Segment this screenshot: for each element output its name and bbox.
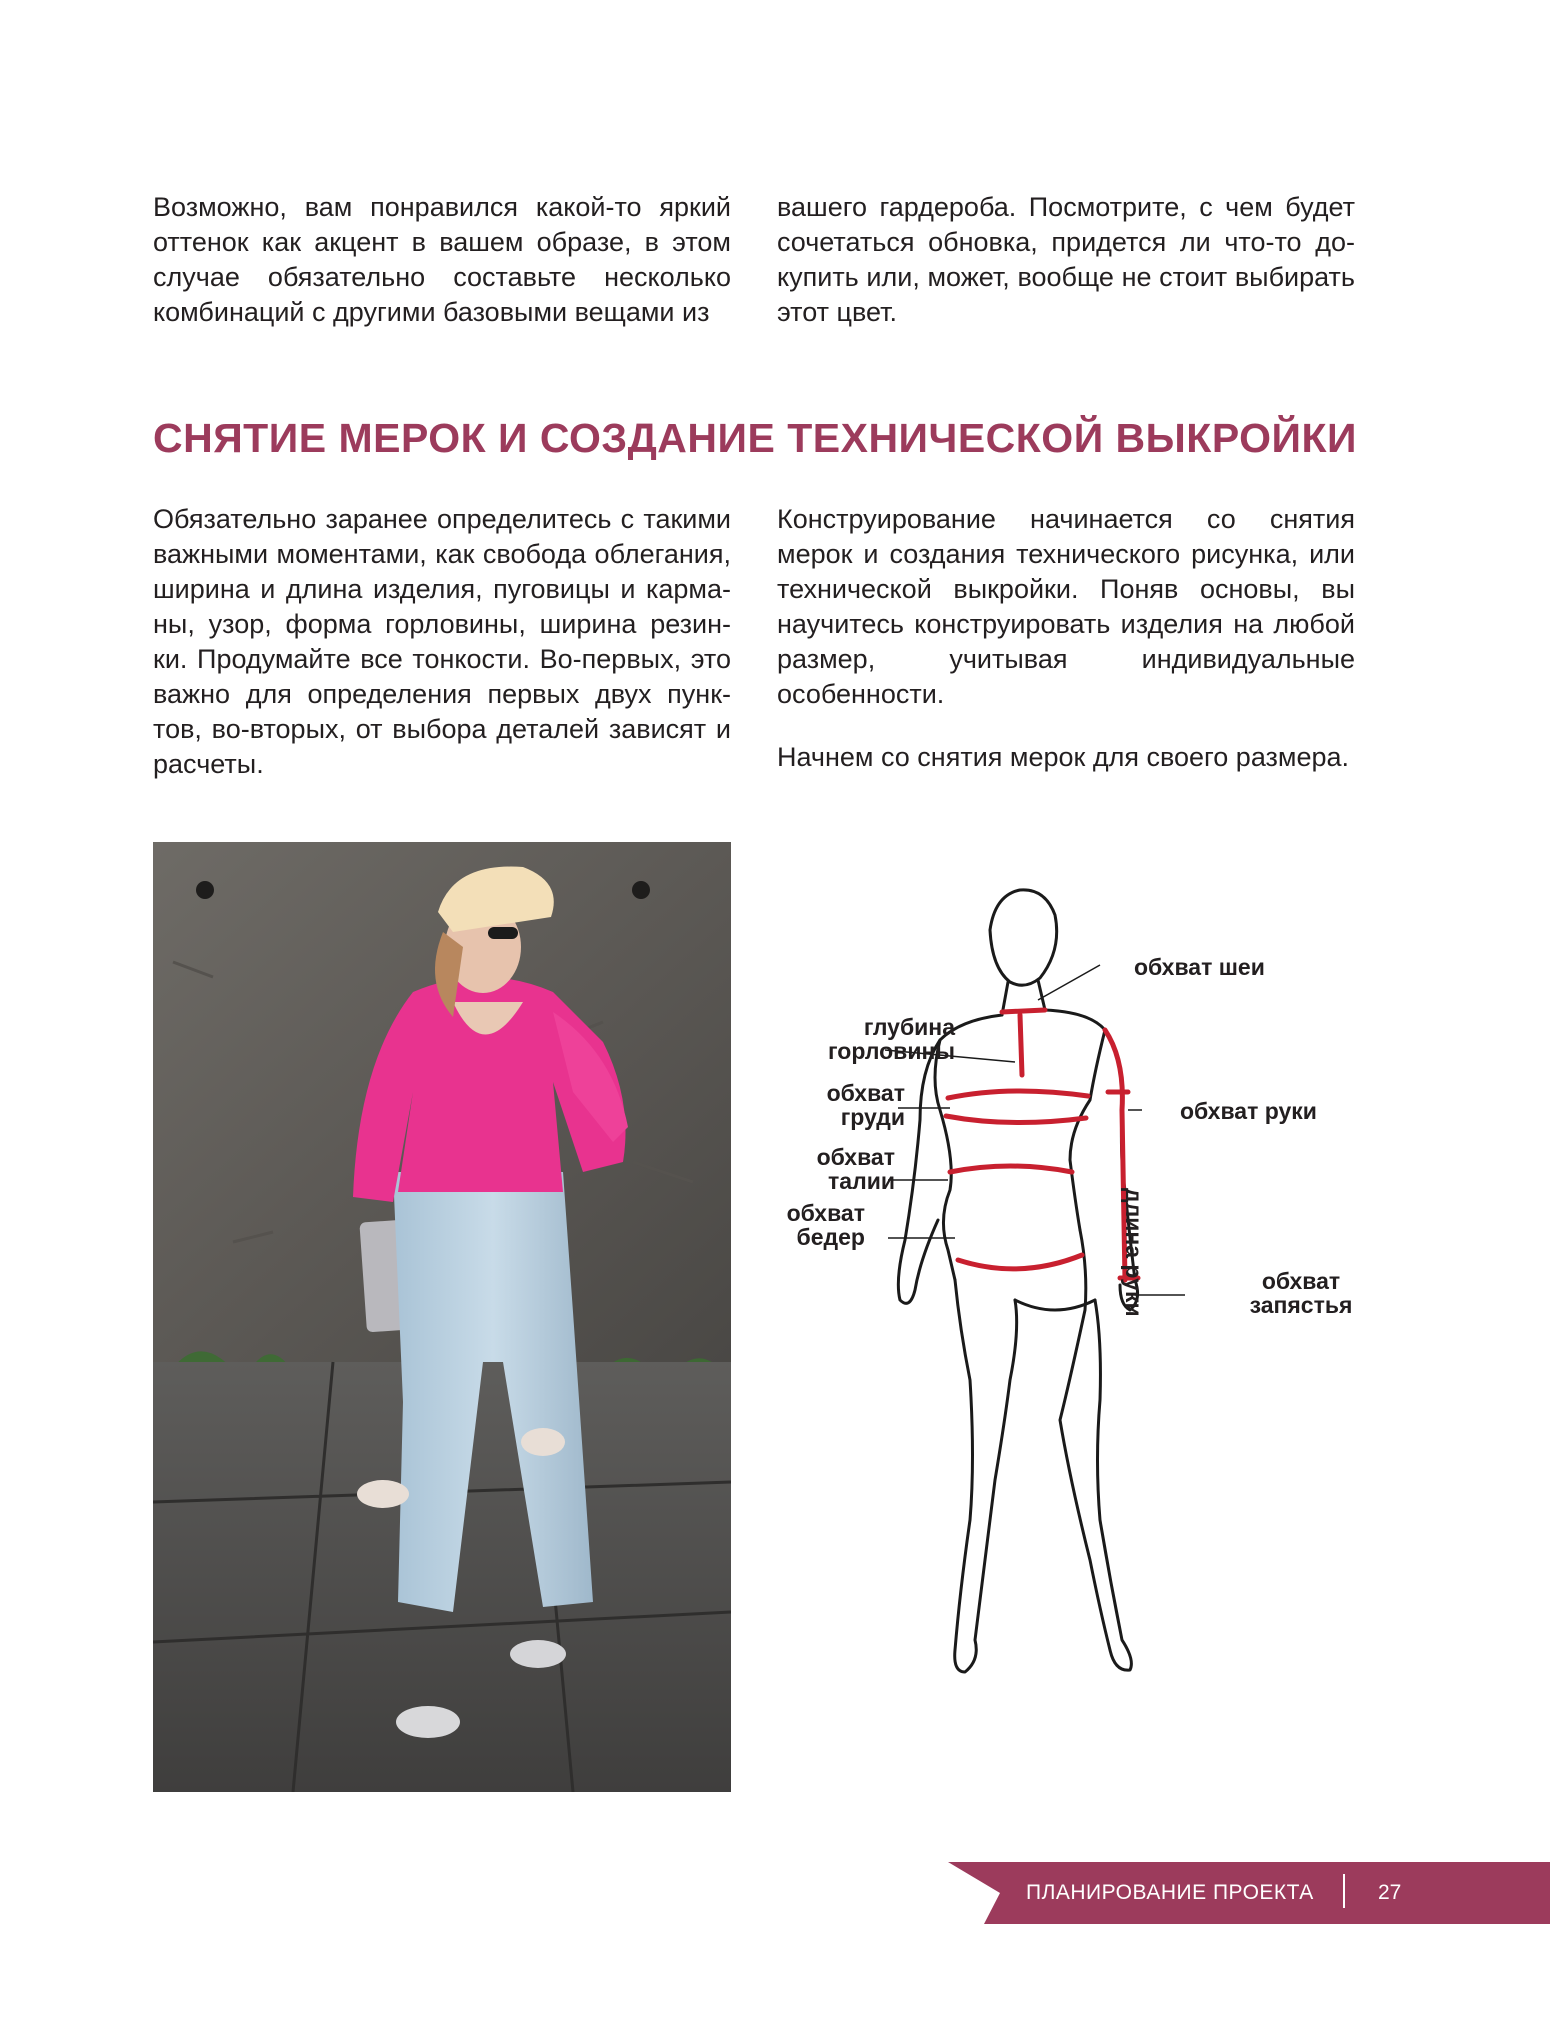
footer-separator <box>1343 1874 1345 1908</box>
chest-line <box>946 1091 1088 1123</box>
label-neckline-depth-2: горловины <box>828 1038 955 1064</box>
hips-line <box>958 1255 1082 1269</box>
waist-line <box>950 1166 1072 1172</box>
label-waist-2: талии <box>828 1168 895 1194</box>
intro-text-left <box>153 190 731 330</box>
body-paragraph-right-1: Конструирование начинается со снятия мерок и создания технического рисунка, или технической выкройки. Поняв основы, вы научитесь конструировать изделия на любой размер, учитывая индивидуальные особенности. <box>777 504 1355 709</box>
outfit-photo-illustration <box>153 842 731 1792</box>
neckline-depth-line <box>1020 1015 1022 1075</box>
label-arm-length: длина руки <box>1121 1188 1147 1317</box>
label-chest-1: обхват <box>826 1080 905 1106</box>
label-arm: обхват руки <box>1180 1098 1317 1124</box>
intro-paragraph-right: вашего гардероба. Посмотрите, с чем будет сочетаться обновка, придется ли что-то до-купить или, может, вообще не стоит выбирать этот цвет. <box>777 192 1355 327</box>
label-wrist-2: запястья <box>1249 1292 1353 1318</box>
body-outline <box>898 890 1137 1672</box>
intro-text-right <box>777 190 1355 330</box>
body-paragraph-right-2: Начнем со снятия мерок для своего размера. <box>777 742 1350 772</box>
footer-section-title: ПЛАНИРОВАНИЕ ПРОЕКТА <box>1026 1881 1314 1904</box>
measurement-figure <box>770 860 1370 1740</box>
label-wrist-1: обхват <box>1261 1268 1341 1294</box>
label-hips-2: бедер <box>796 1224 865 1250</box>
page-footer <box>948 1862 1550 1924</box>
label-waist-1: обхват <box>816 1144 895 1170</box>
body-text-right <box>777 502 1355 775</box>
label-hips-1: обхват <box>786 1200 865 1226</box>
label-neckline-depth-1: глубина <box>863 1014 955 1040</box>
label-neck: обхват шеи <box>1134 954 1265 980</box>
intro-paragraph-left: Возможно, вам понравился какой-то яркий оттенок как акцент в вашем образе, в этом случае обязательно составьте несколько комбинаций с другими базовыми вещами из <box>153 192 731 327</box>
label-chest-2: груди <box>840 1104 905 1130</box>
body-paragraph-left: Обязательно заранее определитесь с такими важными моментами, как свобода облегания, ширина и длина изделия, пуговицы и карма-ны, узор, форма горловины, ширина резин-ки. Продумайте все тонкости. Во-первых, это важно для определения первых двух пунк-тов, во-вторых, от выбора деталей зависят и расчеты. <box>153 504 731 779</box>
neck-line <box>1002 1010 1045 1012</box>
page-number: 27 <box>1378 1881 1402 1904</box>
section-heading: СНЯТИЕ МЕРОК И СОЗДАНИЕ ТЕХНИЧЕСКОЙ ВЫКРОЙКИ <box>153 415 1357 461</box>
measurement-lines <box>946 1010 1138 1280</box>
outfit-photo <box>153 842 731 1792</box>
body-text-left <box>153 502 731 782</box>
